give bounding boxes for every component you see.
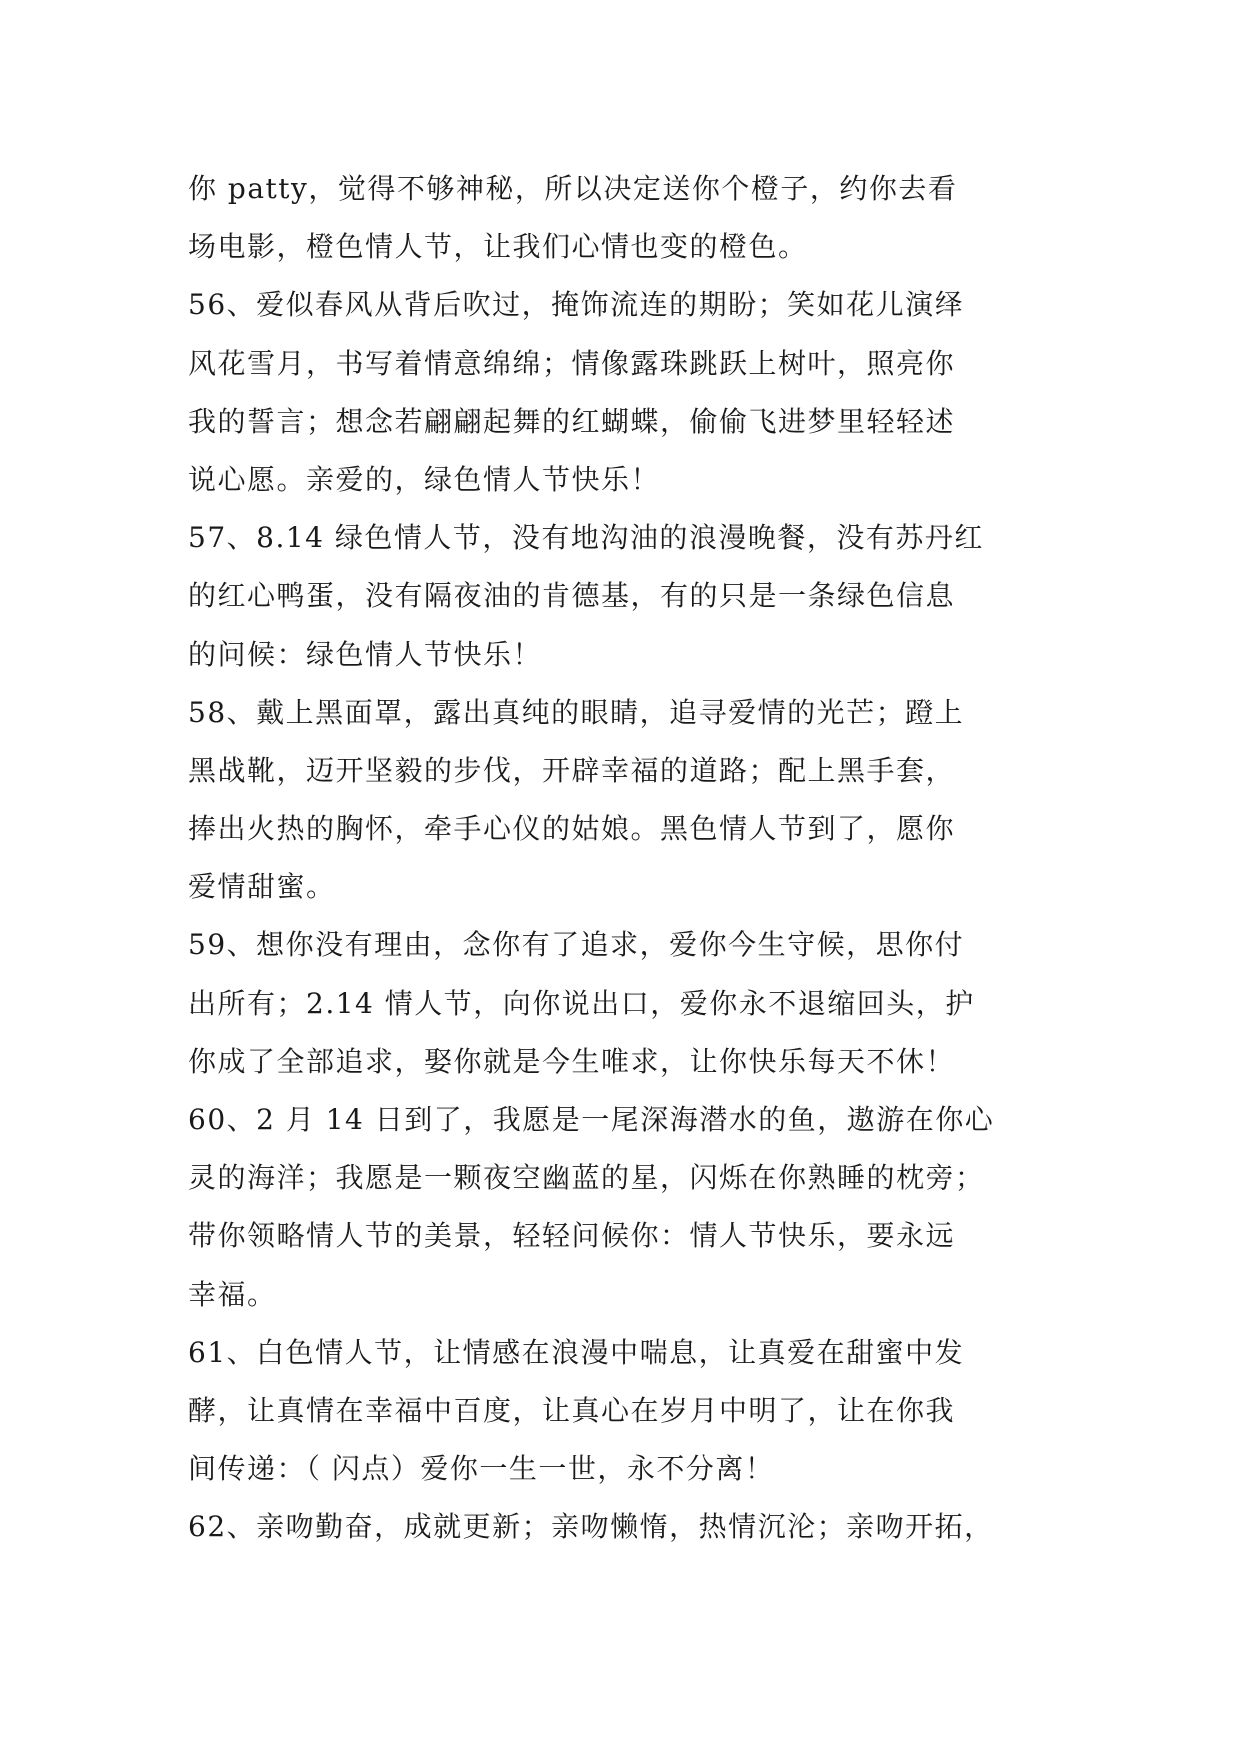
text-line: 60、2 月 14 日到了，我愿是一尾深海潜水的鱼，遨游在你心 (188, 1103, 995, 1136)
text-line: 爱情甜蜜。 (188, 870, 336, 904)
text-line: 的红心鸭蛋，没有隔夜油的肯德基，有的只是一条绿色信息 (188, 579, 956, 613)
text-line: 说心愿。亲爱的，绿色情人节快乐！ (188, 462, 661, 496)
text-line: 59、想你没有理由，念你有了追求，爱你今生守候，思你付 (188, 928, 965, 962)
text-line: 57、8.14 绿色情人节，没有地沟油的浪漫晚餐，没有苏丹红 (188, 521, 984, 555)
text-line: 的问候：绿色情人节快乐！ (188, 637, 543, 671)
body-text (188, 160, 1068, 1557)
text-line: 56、爱似春风从背后吹过，掩饰流连的期盼；笑如花儿演绎 (188, 288, 965, 322)
text-line: 灵的海洋；我愿是一颗夜空幽蓝的星，闪烁在你熟睡的枕旁； (188, 1161, 985, 1195)
text-line: 我的誓言；想念若翩翩起舞的红蝴蝶，偷偷飞进梦里轻轻述 (188, 404, 956, 438)
text-line: 61、白色情人节，让情感在浪漫中喘息，让真爱在甜蜜中发 (188, 1335, 965, 1369)
text-line: 酵，让真情在幸福中百度，让真心在岁月中明了，让在你我 (188, 1393, 956, 1427)
text-line: 62、亲吻勤奋，成就更新；亲吻懒惰，热情沉沦；亲吻开拓， (188, 1510, 994, 1544)
text-line: 你 patty，觉得不够神秘，所以决定送你个橙子，约你去看 (188, 172, 958, 205)
text-line: 你成了全部追求，娶你就是今生唯求，让你快乐每天不休！ (188, 1044, 956, 1078)
text-line: 58、戴上黑面罩，露出真纯的眼睛，追寻爱情的光芒；蹬上 (188, 695, 965, 729)
text-line: 场电影，橙色情人节，让我们心情也变的橙色。 (188, 230, 808, 264)
text-line: 风花雪月，书写着情意绵绵；情像露珠跳跃上树叶，照亮你 (188, 346, 956, 380)
text-line: 带你领略情人节的美景，轻轻问候你：情人节快乐，要永远 (188, 1219, 956, 1253)
text-line: 出所有；2.14 情人节，向你说出口，爱你永不退缩回头，护 (188, 986, 975, 1020)
text-line: 间传递：（ 闪点）爱你一生一世，永不分离！ (188, 1452, 775, 1486)
text-line: 黑战靴，迈开坚毅的步伐，开辟幸福的道路；配上黑手套， (188, 753, 956, 787)
text-line: 幸福。 (188, 1277, 277, 1311)
text-line: 捧出火热的胸怀，牵手心仪的姑娘。黑色情人节到了，愿你 (188, 812, 956, 846)
